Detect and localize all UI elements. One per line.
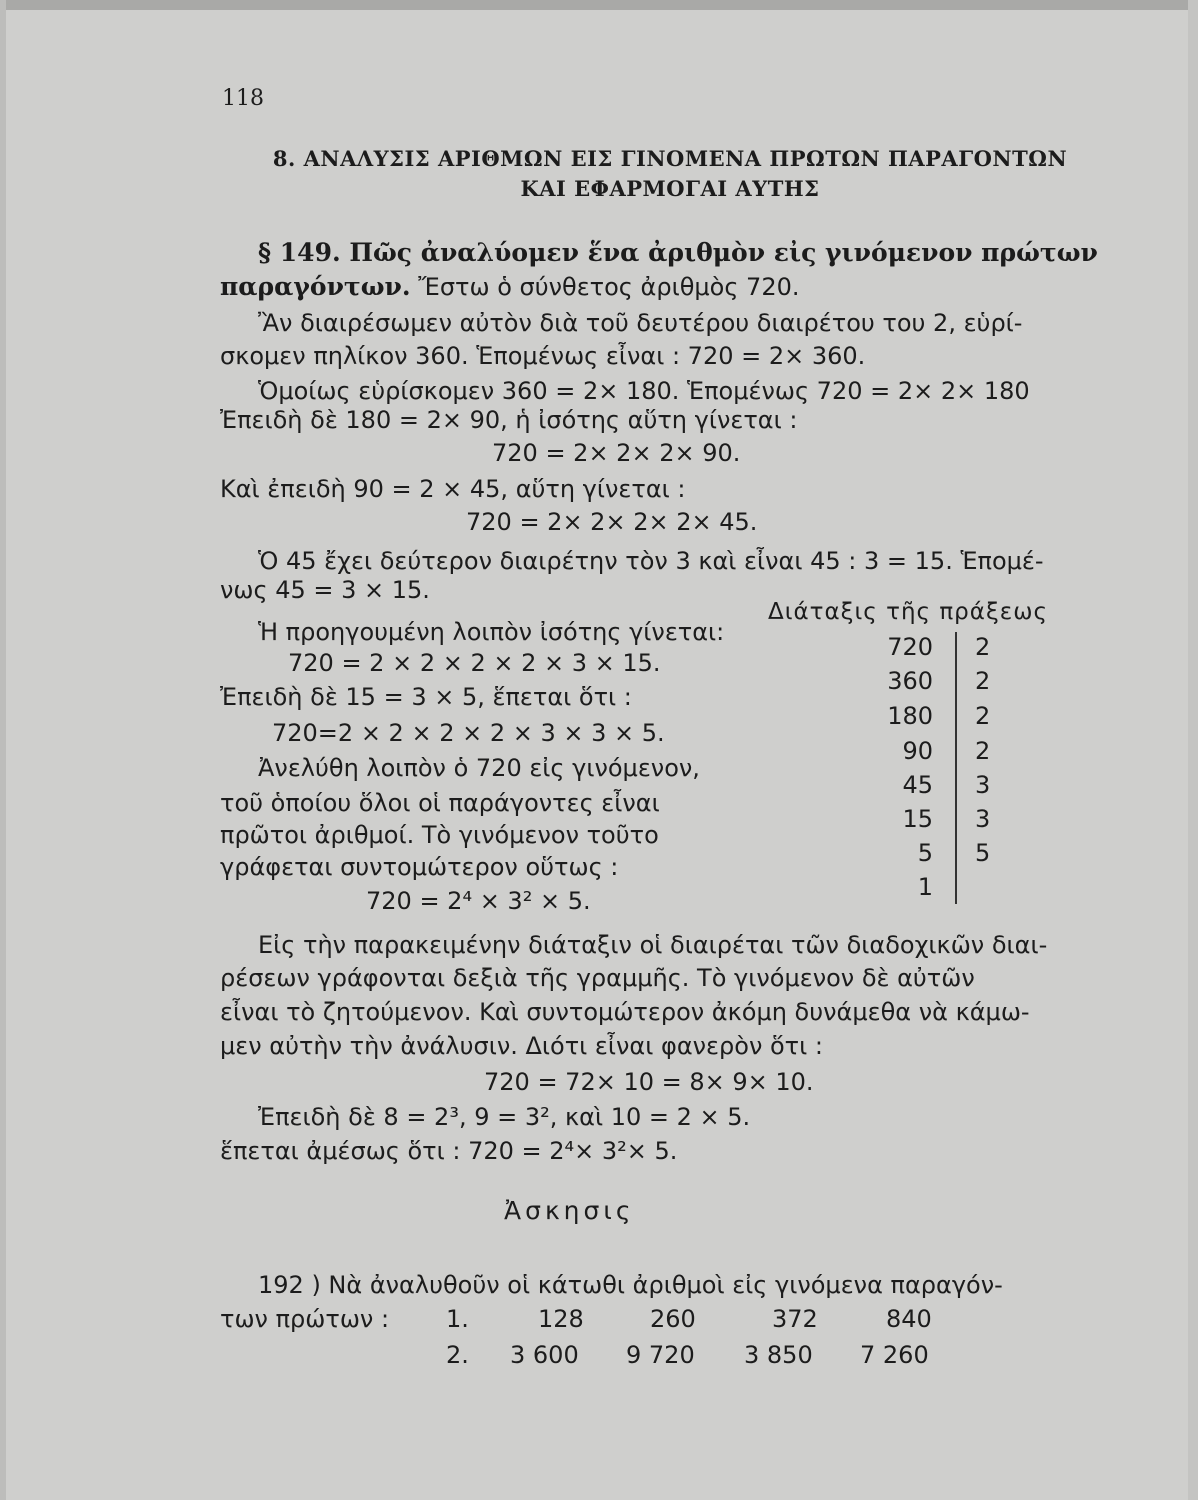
- paragraph-line: σκομεν πηλίκον 360. Ἑπομένως εἶναι : 720 = 2× 360.: [220, 342, 866, 370]
- exercise-title: Ἀσκησις: [504, 1196, 635, 1225]
- paragraph-line: Ἂν διαιρέσωμεν αὐτὸν διὰ τοῦ δευτέρου διαιρέτου του 2, εὑρί-: [258, 309, 1023, 337]
- equation-line: 720 = 2× 2× 2× 2× 45.: [466, 508, 758, 536]
- paragraph-line: Ἡ προηγουμένη λοιπὸν ἰσότης γίνεται:: [258, 618, 725, 646]
- calculation-title: Διάταξις τῆς πράξεως: [768, 599, 1048, 625]
- paragraph-line: Ἐπειδὴ δὲ 8 = 2³, 9 = 3², καὶ 10 = 2 × 5.: [258, 1103, 751, 1131]
- divisor-value: 2: [975, 737, 991, 765]
- exercise-number: 128: [538, 1305, 584, 1333]
- equation-line: 720 = 2 × 2 × 2 × 2 × 3 × 15.: [288, 649, 661, 677]
- paragraph-line: Εἰς τὴν παρακειμένην διάταξιν οἱ διαιρέται τῶν διαδοχικῶν διαι-: [258, 931, 1048, 959]
- paragraph-line: Ὁμοίως εὑρίσκομεν 360 = 2× 180. Ἑπομένως 720 = 2× 2× 180: [258, 377, 1030, 405]
- divisor-value: 2: [975, 633, 991, 661]
- equation-line: 720 = 2⁴ × 3² × 5.: [366, 887, 591, 915]
- equation-line: 720=2 × 2 × 2 × 2 × 3 × 3 × 5.: [272, 719, 665, 747]
- section-heading-continued: [220, 272, 799, 302]
- chapter-title-line-2: ΚΑΙ ΕΦΑΡΜΟΓΑΙ ΑΥΤΗΣ: [520, 176, 820, 201]
- exercise-number: 3 850: [744, 1341, 813, 1369]
- divisor-value: 5: [975, 839, 991, 867]
- paragraph-line: Ἀνελύθη λοιπὸν ὁ 720 εἰς γινόμενον,: [258, 754, 700, 782]
- section-heading: § 149. Πῶς ἀναλύομεν ἕνα ἀριθμὸν εἰς γινόμενον πρώτων: [258, 238, 1098, 267]
- dividend-value: 5: [917, 839, 933, 867]
- divisor-value: 3: [975, 771, 991, 799]
- equation-line: 720 = 72× 10 = 8× 9× 10.: [484, 1068, 814, 1096]
- exercise-number: 3 600: [510, 1341, 579, 1369]
- equation-line: 720 = 2× 2× 2× 90.: [492, 439, 741, 467]
- paragraph-line: ρέσεων γράφονται δεξιὰ τῆς γραμμῆς. Τὸ γινόμενον δὲ αὐτῶν: [220, 964, 975, 992]
- paragraph-line: εἶναι τὸ ζητούμενον. Καὶ συντομώτερον ἀκόμη δυνάμεθα νὰ κάμω-: [220, 998, 1030, 1026]
- paragraph-line: πρῶτοι ἀριθμοί. Τὸ γινόμενον τοῦτο: [220, 821, 659, 849]
- exercise-intro-continued: των πρώτων :: [220, 1305, 390, 1333]
- paragraph-line: Καὶ ἐπειδὴ 90 = 2 × 45, αὕτη γίνεται :: [220, 475, 686, 503]
- page-number: 118: [222, 86, 264, 111]
- section-heading-sentence: Ἔστω ὁ σύνθετος ἀριθμὸς 720.: [418, 273, 800, 301]
- scan-right-edge: [1188, 0, 1198, 1500]
- paragraph-line: νως 45 = 3 × 15.: [220, 576, 430, 604]
- exercise-number: 7 260: [860, 1341, 929, 1369]
- divisor-value: 2: [975, 702, 991, 730]
- dividend-value: 45: [902, 771, 933, 799]
- paragraph-line: Ὁ 45 ἔχει δεύτερον διαιρέτην τὸν 3 καὶ εἶναι 45 : 3 = 15. Ἑπομέ-: [258, 547, 1044, 575]
- exercise-number: 840: [886, 1305, 932, 1333]
- exercise-number: 9 720: [626, 1341, 695, 1369]
- dividend-value: 1: [917, 873, 933, 901]
- dividend-value: 720: [887, 633, 933, 661]
- divisor-value: 2: [975, 667, 991, 695]
- exercise-row-label: 2.: [446, 1341, 469, 1369]
- exercise-row-label: 1.: [446, 1305, 469, 1333]
- paragraph-line: ἕπεται ἀμέσως ὅτι : 720 = 2⁴× 3²× 5.: [220, 1137, 678, 1165]
- dividend-value: 90: [902, 737, 933, 765]
- chapter-title-line-1: 8. ΑΝΑΛΥΣΙΣ ΑΡΙΘΜΩΝ ΕΙΣ ΓΙΝΟΜΕΝΑ ΠΡΩΤΩΝ ΠΑΡΑΓΟΝΤΩΝ: [272, 146, 1068, 171]
- paragraph-line: τοῦ ὁποίου ὅλοι οἱ παράγοντες εἶναι: [220, 789, 660, 817]
- exercise-number: 372: [772, 1305, 818, 1333]
- section-heading-term: παραγόντων.: [220, 272, 411, 301]
- paragraph-line: μεν αὐτὴν τὴν ἀνάλυσιν. Διότι εἶναι φανερὸν ὅτι :: [220, 1032, 823, 1060]
- dividend-value: 180: [887, 702, 933, 730]
- divisor-value: 3: [975, 805, 991, 833]
- dividend-value: 360: [887, 667, 933, 695]
- exercise-number: 260: [650, 1305, 696, 1333]
- exercise-intro: 192 ) Νὰ ἀναλυθοῦν οἱ κάτωθι ἀριθμοὶ εἰς γινόμενα παραγόν-: [258, 1271, 1003, 1299]
- calculation-divider: [955, 632, 957, 904]
- dividend-value: 15: [902, 805, 933, 833]
- paragraph-line: Ἐπειδὴ δὲ 15 = 3 × 5, ἕπεται ὅτι :: [220, 683, 632, 711]
- paragraph-line: γράφεται συντομώτερον οὕτως :: [220, 853, 619, 881]
- scan-top-edge: [0, 0, 1198, 10]
- scan-left-edge: [0, 0, 6, 1500]
- chapter-title: [220, 144, 1120, 204]
- paragraph-line: Ἐπειδὴ δὲ 180 = 2× 90, ἡ ἰσότης αὕτη γίνεται :: [220, 406, 798, 434]
